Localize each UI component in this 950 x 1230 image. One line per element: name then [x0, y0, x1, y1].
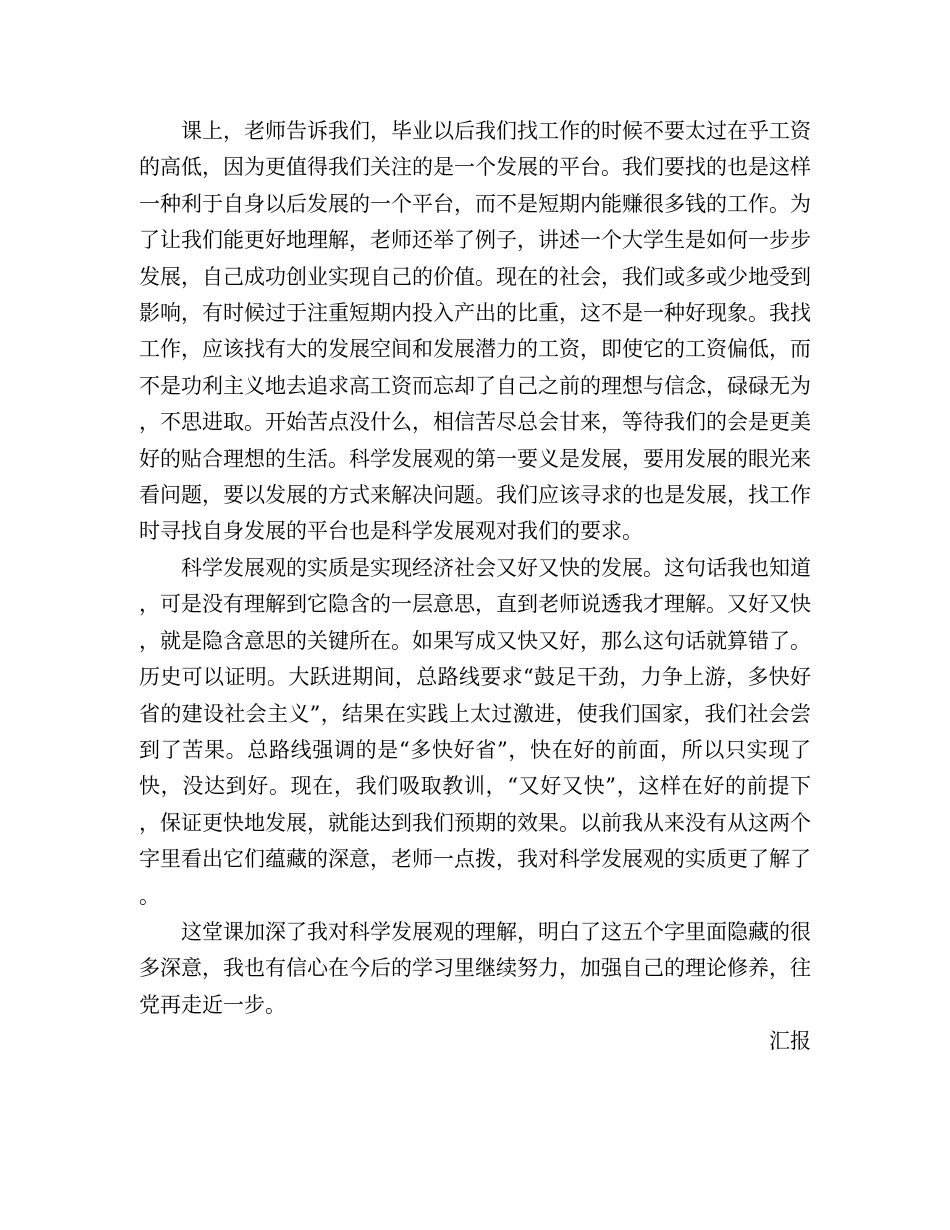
paragraph-3: 这堂课加深了我对科学发展观的理解，明白了这五个字里面隐藏的很多深意，我也有信心在今后的学习里继续努力，加强自己的理论修养，往党再走近一步。 [139, 919, 811, 1017]
document-page [139, 113, 811, 1060]
paragraph-2: 科学发展观的实质是实现经济社会又好又快的发展。这句话我也知道，可是没有理解到它隐含的一层意思，直到老师说透我才理解。又好又快，就是隐含意思的关键所在。如果写成又快又好，那么这句话就算错了。历史可以证明。大跃进期间，总路线要求“鼓足干劲，力争上游，多快好省的建设社会主义”，结果在实践上太过激进，使我们国家，我们社会尝到了苦果。总路线强调的是“多快好省”，快在好的前面，所以只实现了快，没达到好。现在，我们吸取教训，“又好又快”，这样在好的前提下，保证更快地发展，就能达到我们预期的效果。以前我从来没有从这两个字里看出它们蕴藏的深意，老师一点拨，我对科学发展观的实质更了解了。 [139, 555, 811, 908]
paragraph-1: 课上，老师告诉我们，毕业以后我们找工作的时候不要太过在乎工资的高低，因为更值得我们关注的是一个发展的平台。我们要找的也是这样一种利于自身以后发展的一个平台，而不是短期内能赚很多钱的工作。为了让我们能更好地理解，老师还举了例子，讲述一个大学生是如何一步步发展，自己成功创业实现自己的价值。现在的社会，我们或多或少地受到影响，有时候过于注重短期内投入产出的比重，这不是一种好现象。我找工作，应该找有大的发展空间和发展潜力的工资，即使它的工资偏低，而不是功利主义地去追求高工资而忘却了自己之前的理想与信念，碌碌无为，不思进取。开始苦点没什么，相信苦尽总会甘来，等待我们的会是更美好的贴合理想的生活。科学发展观的第一要义是发展，要用发展的眼光来看问题，要以发展的方式来解决问题。我们应该寻求的也是发展，找工作时寻找自身发展的平台也是科学发展观对我们的要求。 [139, 119, 811, 544]
signature: 汇报 [769, 1029, 811, 1054]
